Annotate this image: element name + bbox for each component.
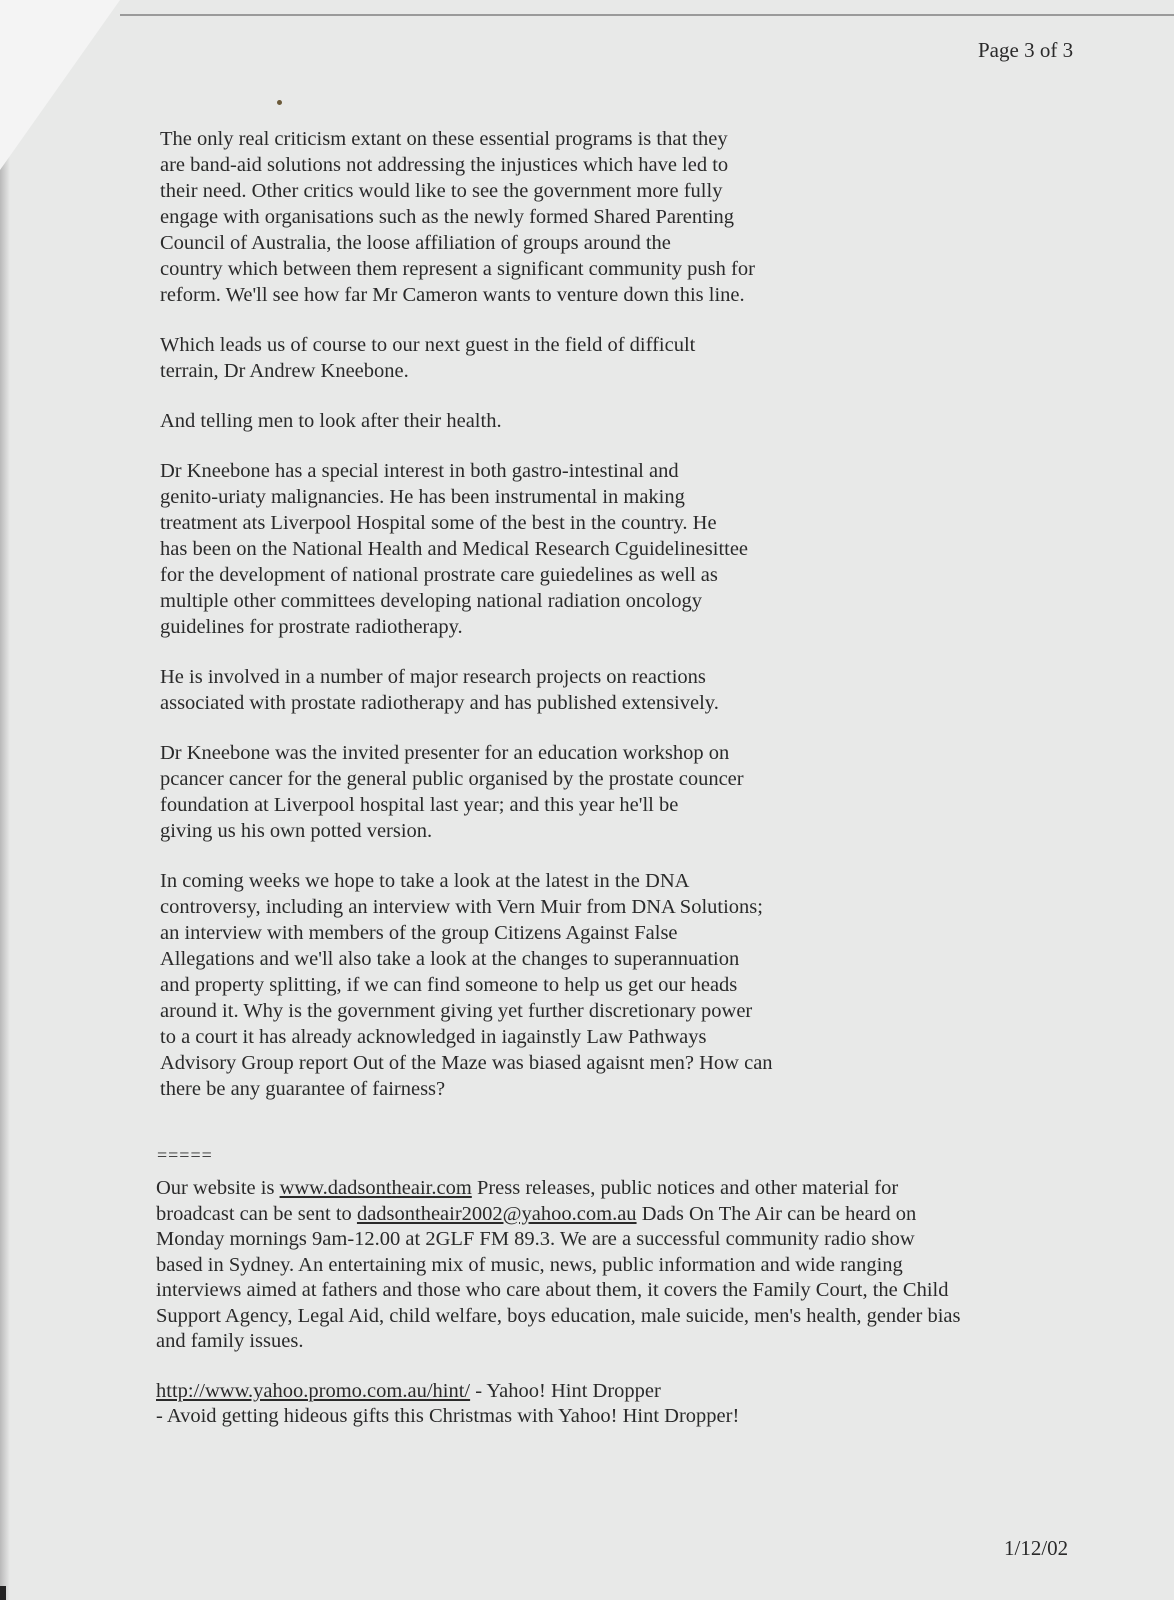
page-number: Page 3 of 3 — [978, 38, 1074, 62]
text-line: multiple other committees developing national radiation oncology — [160, 590, 702, 612]
text-line: Which leads us of course to our next guest in the field of difficult — [160, 334, 696, 356]
text-line: Council of Australia, the loose affiliation of groups around the — [160, 232, 671, 254]
footer-paragraph — [156, 1379, 1076, 1430]
text-line: In coming weeks we hope to take a look at the latest in the DNA — [160, 870, 690, 892]
footer-block — [156, 1176, 1076, 1454]
text-line: an interview with members of the group Citizens Against False — [160, 922, 678, 944]
ink-spot — [277, 100, 282, 105]
footer-line: and family issues. — [156, 1330, 304, 1352]
footer-line — [156, 1379, 1076, 1405]
footer-line — [156, 1176, 1076, 1202]
text-line: reform. We'll see how far Mr Cameron wants to venture down this line. — [160, 284, 745, 306]
paragraph — [160, 126, 860, 308]
scan-edge-top — [120, 14, 1174, 16]
footer-line: Monday mornings 9am-12.00 at 2GLF FM 89.3. We are a successful community radio show — [156, 1228, 915, 1250]
footer-text: Dads On The Air can be heard on — [636, 1202, 917, 1225]
text-line: Allegations and we'll also take a look at the changes to superannuation — [160, 948, 740, 970]
footer-line: - Avoid getting hideous gifts this Christmas with Yahoo! Hint Dropper! — [156, 1405, 740, 1427]
scan-shadow-left — [0, 0, 10, 1600]
text-line: their need. Other critics would like to see the government more fully — [160, 180, 723, 202]
text-line: And telling men to look after their health. — [160, 410, 502, 432]
text-line: Dr Kneebone was the invited presenter for an education workshop on — [160, 742, 730, 764]
paragraph — [160, 740, 860, 844]
text-line: for the development of national prostrate care guiedelines as well as — [160, 564, 718, 586]
email-link[interactable]: dadsontheair2002@yahoo.com.au — [356, 1202, 637, 1225]
text-line: controversy, including an interview with Vern Muir from DNA Solutions; — [160, 896, 763, 918]
paragraph — [160, 458, 860, 640]
text-line: around it. Why is the government giving yet further discretionary power — [160, 1000, 753, 1022]
text-line: treatment ats Liverpool Hospital some of the best in the country. He — [160, 512, 717, 534]
text-line: The only real criticism extant on these essential programs is that they — [160, 128, 728, 150]
website-link[interactable]: www.dadsontheair.com — [279, 1177, 472, 1199]
footer-line: based in Sydney. An entertaining mix of music, news, public information and wide ranging — [156, 1253, 903, 1276]
paragraph — [160, 332, 860, 384]
scan-mark — [0, 1586, 6, 1600]
footer-line: Support Agency, Legal Aid, child welfare, boys education, male suicide, men's health, gender bias — [156, 1304, 961, 1327]
text-line: pcancer cancer for the general public organised by the prostate councer — [160, 768, 744, 790]
section-separator: ===== — [157, 1145, 213, 1165]
paragraph — [160, 408, 860, 434]
text-line: terrain, Dr Andrew Kneebone. — [160, 360, 409, 382]
footer-text: Our website is — [156, 1177, 280, 1199]
footer-paragraph — [156, 1176, 1076, 1355]
hint-dropper-link[interactable]: http://www.yahoo.promo.com.au/hint/ — [156, 1379, 471, 1402]
article-body — [160, 126, 860, 1126]
folded-corner — [0, 0, 120, 170]
footer-text: - Yahoo! Hint Dropper — [470, 1379, 661, 1402]
text-line: and property splitting, if we can find someone to help us get our heads — [160, 974, 738, 996]
paragraph — [160, 664, 860, 716]
footer-line: interviews aimed at fathers and those who care about them, it covers the Family Court, the Child — [156, 1279, 949, 1301]
text-line: engage with organisations such as the newly formed Shared Parenting — [160, 206, 735, 228]
text-line: foundation at Liverpool hospital last year; and this year he'll be — [160, 794, 679, 816]
text-line: has been on the National Health and Medical Research Cguidelinesittee — [160, 538, 749, 560]
text-line: country which between them represent a significant community push for — [160, 258, 755, 280]
paragraph — [160, 868, 860, 1102]
text-line: guidelines for prostrate radiotherapy. — [160, 616, 463, 638]
text-line: to a court it has already acknowledged in iagainstly Law Pathways — [160, 1026, 707, 1048]
text-line: He is involved in a number of major research projects on reactions — [160, 666, 706, 688]
text-line: Advisory Group report Out of the Maze was biased agaisnt men? How can — [160, 1052, 773, 1074]
footer-text: broadcast can be sent to — [156, 1202, 357, 1225]
footer-line — [156, 1202, 1076, 1228]
footer-text: Press releases, public notices and other material for — [471, 1177, 899, 1199]
text-line: Dr Kneebone has a special interest in both gastro-intestinal and — [160, 460, 679, 482]
text-line: associated with prostate radiotherapy and has published extensively. — [160, 692, 719, 714]
text-line: genito-uriaty malignancies. He has been instrumental in making — [160, 486, 685, 508]
text-line: giving us his own potted version. — [160, 820, 433, 842]
document-date: 1/12/02 — [1004, 1536, 1069, 1560]
text-line: there be any guarantee of fairness? — [160, 1078, 446, 1100]
text-line: are band-aid solutions not addressing the injustices which have led to — [160, 154, 729, 176]
